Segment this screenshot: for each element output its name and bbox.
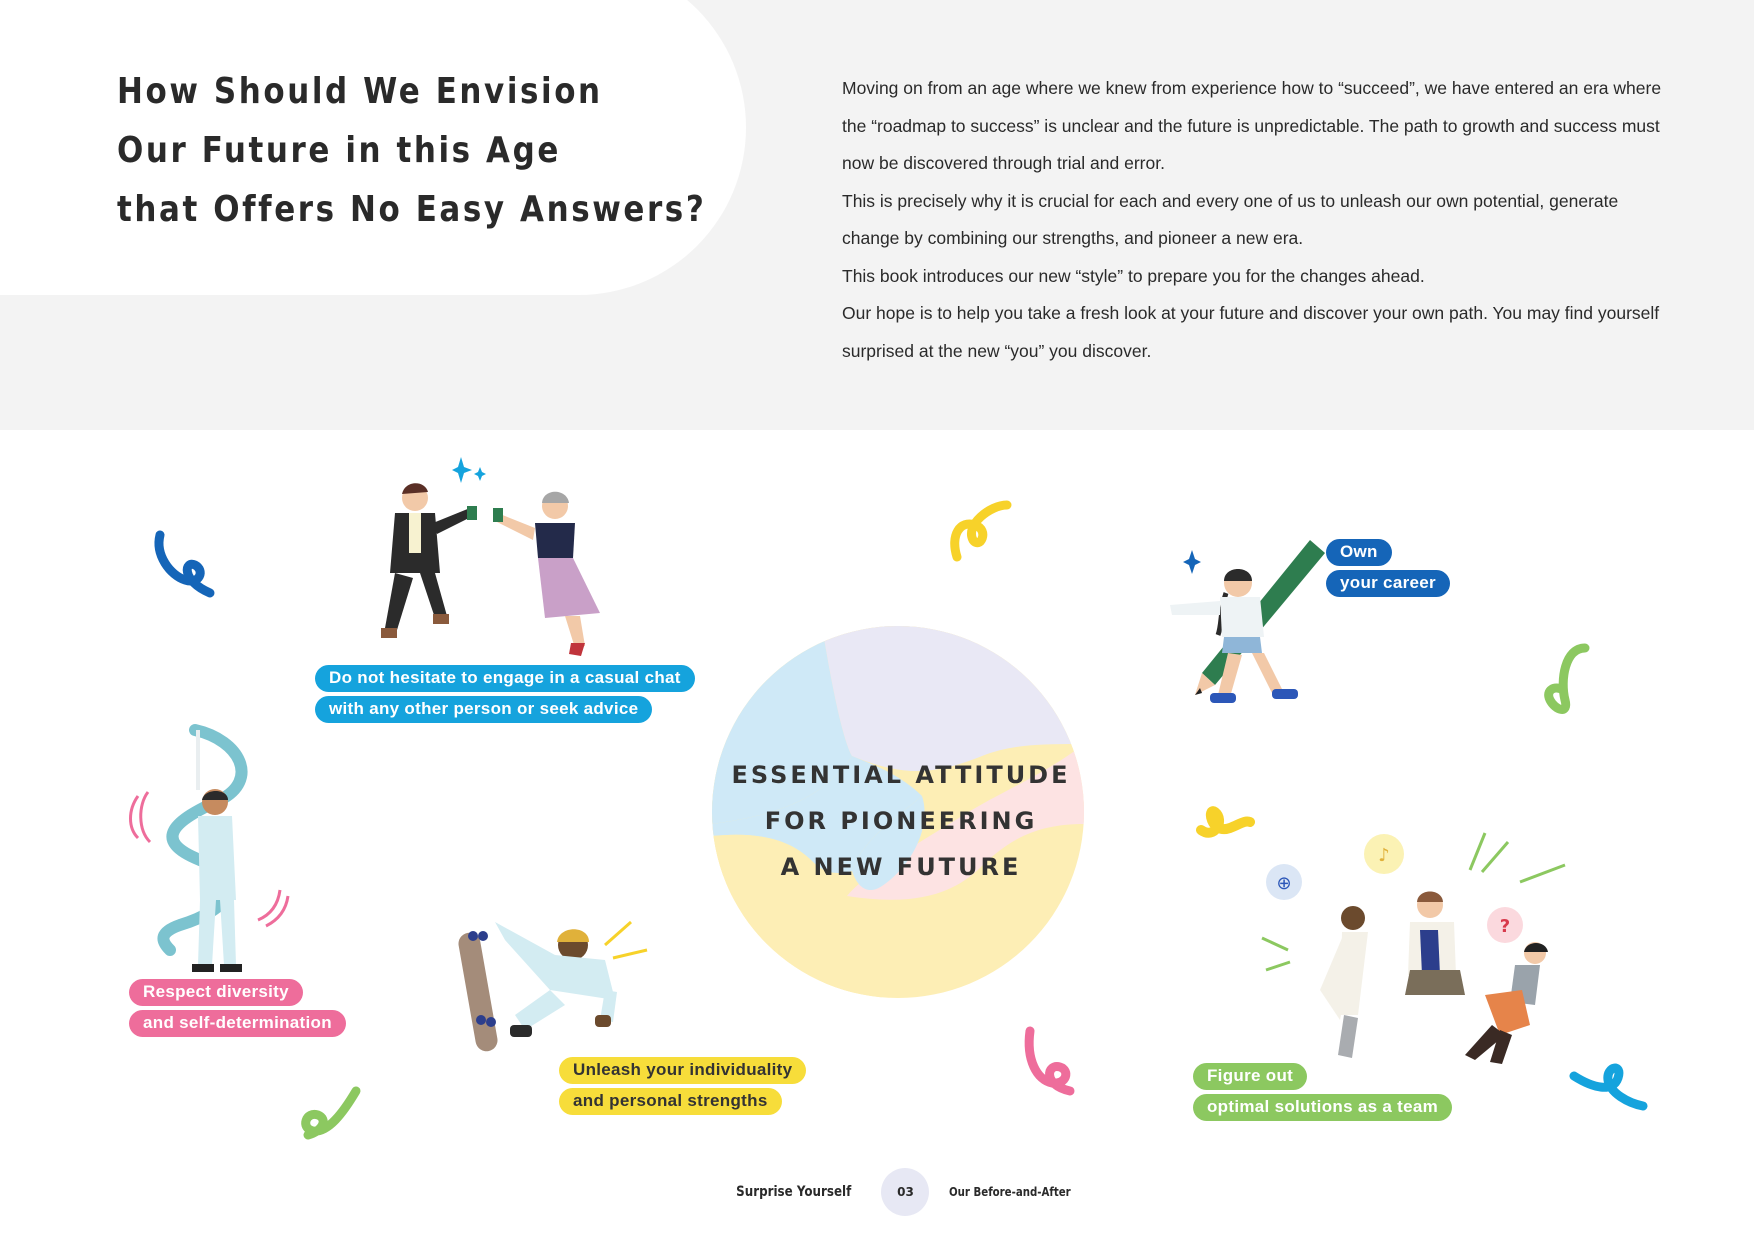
squiggle-icon [1535,640,1595,715]
intro-paragraph-3: This book introduces our new “style” to prepare you for the changes ahead. [842,265,1425,286]
tag-casual-chat-line-1: Do not hesitate to engage in a casual chat [315,665,695,692]
footer-book-title: Surprise Yourself [736,1184,852,1200]
intro-paragraph-4: Our hope is to help you take a fresh look at your future and discover your own path. You may find yourself surprised at the new “you” you discover. [842,303,1660,361]
ribbon-dancer-illustration [120,720,295,980]
tag-individuality [559,1057,806,1119]
tag-own-career [1326,539,1450,601]
center-title-line-2: FOR PIONEERING [764,807,1038,835]
svg-text:⊕: ⊕ [1276,873,1292,894]
page-footer [726,1167,1093,1217]
squiggle-icon [298,1083,363,1143]
page-number: 03 [881,1168,929,1216]
intro-paragraph-2: This is precisely why it is crucial for each and every one of us to unleash our own potential, generate change by combining our strengths, and pioneer a new era. [842,190,1619,248]
headline-line-1: How Should We Envision [117,71,603,112]
intro-text [842,70,1672,370]
headline-line-3: that Offers No Easy Answers? [117,189,707,230]
tag-own-career-line-1: Own [1326,539,1392,566]
footer-section-title: Our Before-and-After [949,1185,1072,1199]
svg-text:?: ? [1499,916,1511,937]
squiggle-icon [1568,1058,1648,1113]
headline [117,62,706,239]
tag-team-solutions [1193,1063,1452,1125]
center-title-line-3: A NEW FUTURE [780,853,1022,881]
headline-line-2: Our Future in this Age [117,130,561,171]
intro-paragraph-1: Moving on from an age where we knew from experience how to “succeed”, we have entered an era where the “roadmap to success” is unclear and the future is unpredictable. The path to growth and success must now be discovered through trial and error. [842,78,1662,173]
squiggle-icon [945,495,1015,565]
tag-casual-chat-line-2: with any other person or seek advice [315,696,652,723]
tag-casual-chat [315,665,695,727]
team-illustration [1260,830,1570,1070]
people-toasting-illustration [375,478,615,658]
tag-individuality-line-1: Unleash your individuality [559,1057,806,1084]
squiggle-icon [150,525,220,600]
tag-diversity [129,979,346,1041]
center-title [712,752,1090,890]
pencil-illustration [1160,535,1335,715]
tag-diversity-line-2: and self-determination [129,1010,346,1037]
tag-individuality-line-2: and personal strengths [559,1088,782,1115]
tag-diversity-line-1: Respect diversity [129,979,303,1006]
tag-team-solutions-line-2: optimal solutions as a team [1193,1094,1452,1121]
svg-text:♪: ♪ [1378,845,1390,866]
tag-team-solutions-line-1: Figure out [1193,1063,1307,1090]
tag-own-career-line-2: your career [1326,570,1450,597]
skateboard-illustration [455,910,655,1060]
squiggle-icon [1022,1025,1077,1100]
squiggle-icon [1195,800,1255,845]
center-title-line-1: ESSENTIAL ATTITUDE [731,761,1071,789]
